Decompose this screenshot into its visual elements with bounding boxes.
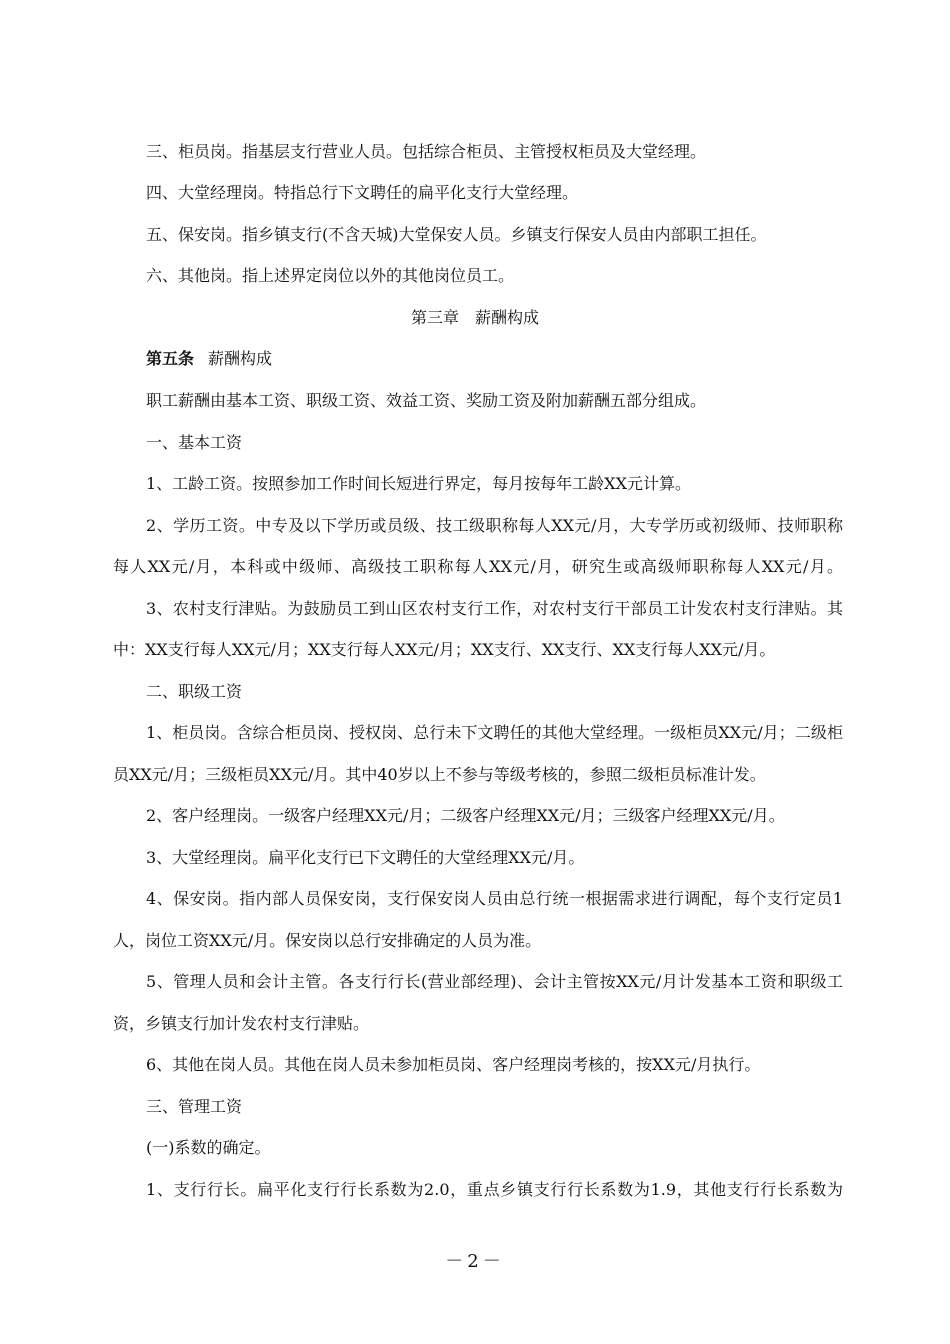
paragraph-rural-allowance: 3、农村支行津贴。为鼓励员工到山区农村支行工作，对农村支行干部员工计发农村支行津贴。其 (146, 599, 843, 618)
article-heading (146, 348, 272, 370)
paragraph-security-grade: 4、保安岗。指内部人员保安岗，支行保安岗人员由总行统一根据需求进行调配，每个支行定员1 (146, 889, 843, 908)
paragraph-teller-grade-cont: 员XX元/月；三级柜员XX元/月。其中40岁以上不参与等级考核的，参照二级柜员标准计发。 (113, 765, 766, 784)
paragraph-teller-post: 三、柜员岗。指基层支行营业人员。包括综合柜员、主管授权柜员及大堂经理。 (146, 142, 707, 161)
paragraph-seniority-pay: 1、工龄工资。按照参加工作时间长短进行界定，每月按每年工龄XX元计算。 (146, 474, 691, 493)
article-number: 第五条 (146, 349, 195, 368)
paragraph-lobby-manager-post: 四、大堂经理岗。特指总行下文聘任的扁平化支行大堂经理。 (146, 183, 579, 202)
subsection-heading-coefficient: (一)系数的确定。 (146, 1138, 271, 1157)
chapter-title: 第三章 薪酬构成 (410, 308, 539, 327)
paragraph-education-pay-cont: 每人XX元/月，本科或中级师、高级技工职称每人XX元/月，研究生或高级师职称每人XX元/月。 (113, 557, 843, 576)
paragraph-rural-allowance-cont: 中：XX支行每人XX元/月；XX支行每人XX元/月；XX支行、XX支行、XX支行每人XX元/月。 (113, 640, 776, 659)
page-number: －2－ (445, 1251, 505, 1272)
paragraph-lobby-manager-grade: 3、大堂经理岗。扁平化支行已下文聘任的大堂经理XX元/月。 (146, 848, 585, 867)
paragraph-other-post: 六、其他岗。指上述界定岗位以外的其他岗位员工。 (146, 266, 515, 285)
paragraph-account-manager-grade: 2、客户经理岗。一级客户经理XX元/月；二级客户经理XX元/月；三级客户经理XX元/月。 (146, 806, 785, 825)
paragraph-teller-grade: 1、柜员岗。含综合柜员岗、授权岗、总行未下文聘任的其他大堂经理。一级柜员XX元/月；二级柜 (146, 723, 843, 742)
paragraph-other-staff: 6、其他在岗人员。其他在岗人员未参加柜员岗、客户经理岗考核的，按XX元/月执行。 (146, 1055, 761, 1074)
paragraph-managers-cont: 资，乡镇支行加计发农村支行津贴。 (113, 1014, 370, 1033)
section-heading-management-salary: 三、管理工资 (146, 1097, 243, 1116)
paragraph-security-grade-cont: 人，岗位工资XX元/月。保安岗以总行安排确定的人员为准。 (113, 931, 542, 950)
paragraph-education-pay: 2、学历工资。中专及以下学历或员级、技工级职称每人XX元/月，大专学历或初级师、技师职称 (146, 516, 843, 535)
article-name: 薪酬构成 (208, 349, 273, 368)
paragraph-composition: 职工薪酬由基本工资、职级工资、效益工资、奖励工资及附加薪酬五部分组成。 (146, 391, 707, 410)
paragraph-managers: 5、管理人员和会计主管。各支行行长(营业部经理)、会计主管按XX元/月计发基本工资和职级工 (146, 972, 843, 991)
section-heading-grade-salary: 二、职级工资 (146, 682, 243, 701)
paragraph-branch-president: 1、支行行长。扁平化支行行长系数为2.0，重点乡镇支行行长系数为1.9，其他支行行长系数为 (146, 1180, 843, 1199)
paragraph-security-post: 五、保安岗。指乡镇支行(不含天城)大堂保安人员。乡镇支行保安人员由内部职工担任。 (146, 225, 767, 244)
section-heading-basic-salary: 一、基本工资 (146, 433, 243, 452)
